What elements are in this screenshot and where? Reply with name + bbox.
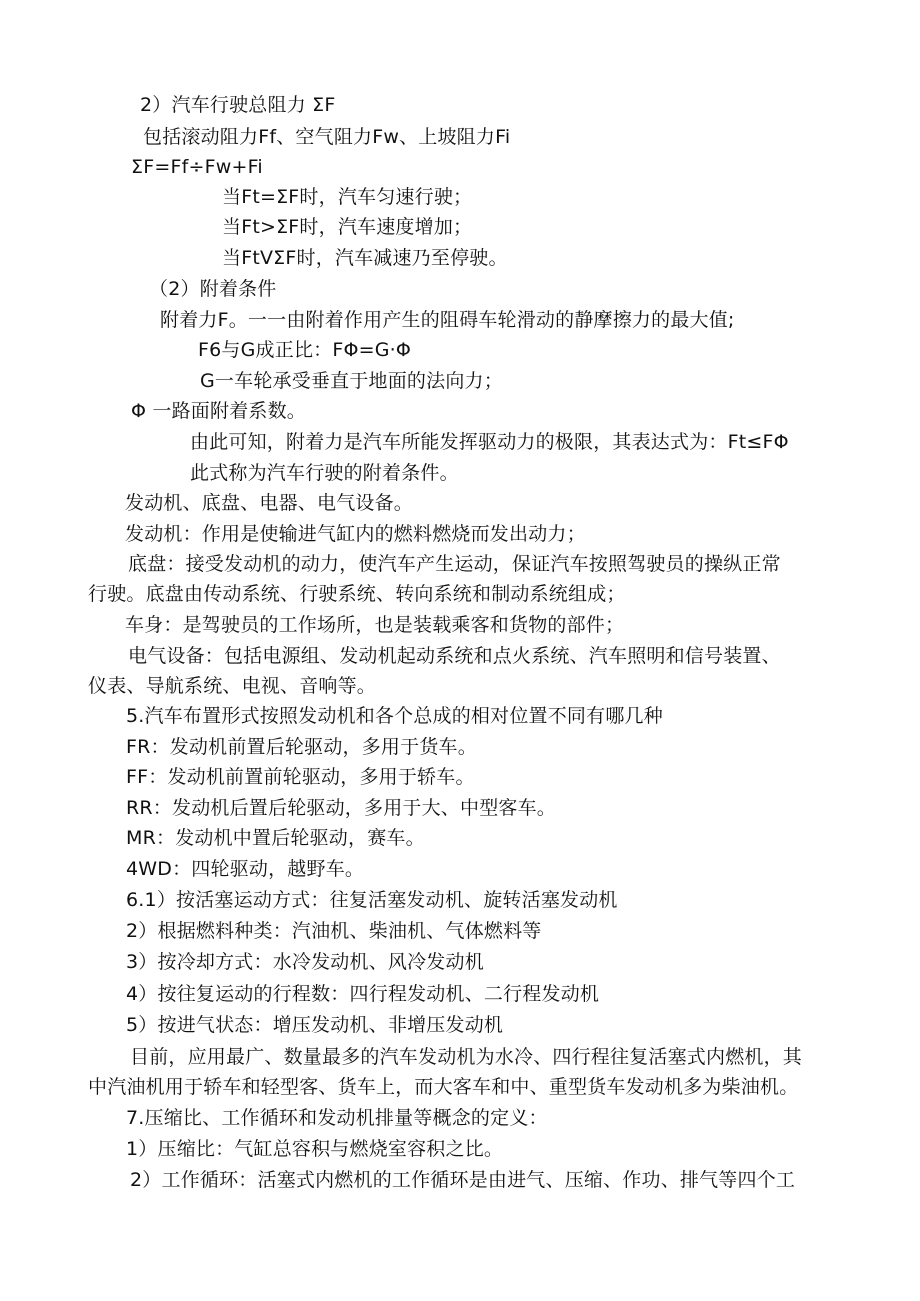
text-line: 4WD：四轮驱动，越野车。 (126, 858, 365, 880)
text-line: 当Ft>ΣF时，汽车速度增加； (222, 216, 473, 238)
text-line: FR：发动机前置后轮驱动，多用于货车。 (126, 736, 477, 758)
text-line: F6与G成正比：FΦ=G·Φ (198, 339, 412, 361)
text-line: 由此可知，附着力是汽车所能发挥驱动力的极限，其表达式为：Ft≤FΦ (190, 431, 789, 453)
text-line: 仪表、导航系统、电视、音响等。 (88, 675, 377, 697)
text-line: 车身：是驾驶员的工作场所，也是装载乘客和货物的部件； (125, 614, 625, 636)
text-line: ΣF=Ff÷Fw+Fi (131, 156, 263, 178)
text-line: Φ 一路面附着系数。 (131, 400, 306, 422)
text-line: 3）按冷却方式：水冷发动机、风冷发动机 (126, 951, 484, 973)
text-line: 5）按进气状态：增压发动机、非增压发动机 (126, 1014, 504, 1036)
text-line: 1）压缩比：气缸总容积与燃烧室容积之比。 (126, 1138, 504, 1160)
text-line: 包括滚动阻力Ff、空气阻力Fw、上坡阻力Fi (143, 126, 511, 148)
text-line: MR：发动机中置后轮驱动，赛车。 (126, 827, 425, 849)
text-line: 中汽油机用于轿车和轻型客、货车上，而大客车和中、重型货车发动机多为柴油机。 (88, 1076, 799, 1098)
text-line: 4）按往复运动的行程数：四行程发动机、二行程发动机 (126, 983, 600, 1005)
text-line: 5.汽车布置形式按照发动机和各个总成的相对位置不同有哪几种 (126, 705, 663, 727)
text-line: （2）附着条件 (149, 278, 277, 300)
text-line: G一车轮承受垂直于地面的法向力； (200, 370, 503, 392)
text-line: RR：发动机后置后轮驱动，多用于大、中型客车。 (126, 797, 557, 819)
text-line: 发动机：作用是使输进气缸内的燃料燃烧而发出动力； (125, 523, 586, 545)
text-line: 目前，应用最广、数量最多的汽车发动机为水冷、四行程往复活塞式内燃机，其 (130, 1046, 803, 1068)
text-line: 当Ft=ΣF时，汽车匀速行驶； (222, 186, 473, 208)
text-line: 底盘：接受发动机的动力，使汽车产生运动，保证汽车按照驾驶员的操纵正常 (128, 553, 781, 575)
text-line: 6.1）按活塞运动方式：往复活塞发动机、旋转活塞发动机 (126, 889, 618, 911)
text-line: 2）根据燃料种类：汽油机、柴油机、气体燃料等 (126, 920, 542, 942)
text-line: 7.压缩比、工作循环和发动机排量等概念的定义： (126, 1107, 548, 1129)
text-line: 2）工作循环：活塞式内燃机的工作循环是由进气、压缩、作功、排气等四个工 (130, 1169, 796, 1191)
text-line: 电气设备：包括电源组、发动机起动系统和点火系统、汽车照明和信号装置、 (128, 645, 781, 667)
text-line: FF：发动机前置前轮驱动，多用于轿车。 (126, 766, 475, 788)
text-line: 当FtVΣF时，汽车减速乃至停驶。 (222, 247, 508, 269)
text-line: 行驶。底盘由传动系统、行驶系统、转向系统和制动系统组成； (88, 583, 626, 605)
text-line: 附着力F。一一由附着作用产生的阻碍车轮滑动的静摩擦力的最大值; (160, 309, 735, 331)
text-line: 2）汽车行驶总阻力 ΣF (140, 94, 336, 116)
text-line: 此式称为汽车行驶的附着条件。 (190, 462, 459, 484)
text-line: 发动机、底盘、电器、电气设备。 (125, 492, 414, 514)
